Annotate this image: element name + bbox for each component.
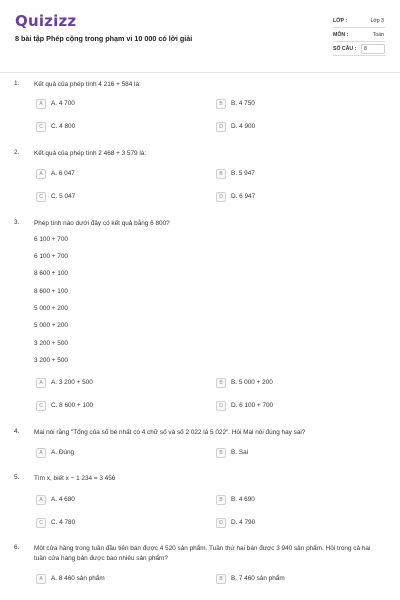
- option-letter: D: [216, 518, 226, 528]
- question-text: Kết quả của phép tính 2 468 + 3 579 là:: [34, 150, 147, 157]
- option-text: A. 3 200 + 500: [51, 379, 93, 386]
- choice-line: 3 200 + 500: [34, 340, 68, 347]
- option-a[interactable]: [36, 447, 74, 458]
- option-text: B. 5 000 + 200: [231, 379, 273, 386]
- option-text: B. 7 460 sản phẩm: [231, 575, 285, 582]
- option-c[interactable]: [36, 121, 75, 132]
- meta-count-row: [333, 42, 385, 56]
- worksheet-title: 8 bài tập Phép cộng trong phạm vi 10 000 có lời giải: [15, 34, 193, 43]
- choice-line: 8 600 + 100: [34, 270, 68, 277]
- question-number: 6.: [14, 544, 20, 551]
- option-text: B. 4 750: [231, 100, 255, 107]
- option-c[interactable]: [36, 191, 75, 202]
- option-text: B. 5 947: [231, 170, 255, 177]
- choice-line: 6 100 + 700: [34, 253, 68, 260]
- option-letter: D: [216, 192, 226, 202]
- option-d[interactable]: [216, 517, 255, 528]
- option-b[interactable]: [216, 447, 248, 458]
- option-b[interactable]: [216, 168, 255, 179]
- option-a[interactable]: [36, 494, 75, 505]
- option-letter: A: [36, 99, 46, 109]
- option-letter: B: [216, 495, 226, 505]
- option-letter: A: [36, 378, 46, 388]
- question-text: Kết quả của phép tính 4 216 + 584 là:: [34, 81, 141, 88]
- option-b[interactable]: [216, 573, 285, 584]
- question-number: 3.: [14, 219, 20, 226]
- option-text: D. 4 790: [231, 519, 256, 526]
- choice-line: 8 600 + 100: [34, 288, 68, 295]
- option-b[interactable]: [216, 98, 255, 109]
- option-a[interactable]: [36, 377, 93, 388]
- meta-grade-row: [333, 14, 385, 28]
- question-text: Mai nói rằng "Tổng của số bé nhất có 4 chữ số và số 2 022 là 5 022". Hỏi Mai nói đúng hay sai?: [34, 429, 306, 436]
- option-c[interactable]: [36, 400, 93, 411]
- option-letter: C: [36, 122, 46, 132]
- choice-line: 6 100 + 700: [34, 236, 68, 243]
- option-text: B. 4 690: [231, 496, 255, 503]
- option-text: A. 6 047: [51, 170, 75, 177]
- question-text: Một cửa hàng trong tuần đầu tiên bán được 4 520 sản phẩm. Tuần thứ hai bán được 3 940 sản phẩm. Hỏi trong cả hai tuần cửa hàng bán được bao nhiêu sản phẩm?: [34, 545, 371, 562]
- option-letter: C: [36, 518, 46, 528]
- option-text: C. 8 600 + 100: [51, 402, 94, 409]
- option-text: D. 4 900: [231, 123, 256, 130]
- question-text: Tìm x, biết x − 1 234 = 3 456: [34, 475, 116, 482]
- option-d[interactable]: [216, 191, 255, 202]
- option-letter: A: [36, 169, 46, 179]
- meta-subject-label: MÔN :: [333, 31, 349, 38]
- option-text: B. Sai: [231, 449, 249, 456]
- option-letter: A: [36, 574, 46, 584]
- choice-line: 5 000 + 200: [34, 305, 68, 312]
- quizizz-logo: Quizizz: [15, 12, 77, 30]
- choice-line: 3 200 + 500: [34, 357, 68, 364]
- option-text: C. 5 047: [51, 193, 76, 200]
- option-a[interactable]: [36, 573, 105, 584]
- option-text: A. 4 700: [51, 100, 75, 107]
- option-letter: C: [36, 192, 46, 202]
- option-c[interactable]: [36, 517, 75, 528]
- option-a[interactable]: [36, 98, 75, 109]
- question-number: 5.: [14, 474, 20, 481]
- option-letter: C: [36, 401, 46, 411]
- option-letter: B: [216, 169, 226, 179]
- option-d[interactable]: [216, 121, 255, 132]
- option-b[interactable]: [216, 377, 273, 388]
- option-text: A. 4 680: [51, 496, 75, 503]
- worksheet-meta: [333, 14, 385, 56]
- meta-grade-value: Lớp 3: [370, 17, 384, 24]
- question-number: 1.: [14, 80, 20, 87]
- option-letter: A: [36, 448, 46, 458]
- meta-count-value: 8: [361, 44, 385, 54]
- option-text: C. 4 800: [51, 123, 76, 130]
- question-text: Phép tính nào dưới đây có kết quả bằng 6 800?: [34, 220, 170, 227]
- worksheet-header: [15, 10, 385, 60]
- option-letter: B: [216, 448, 226, 458]
- option-text: D. 6 100 + 700: [231, 402, 274, 409]
- option-d[interactable]: [216, 400, 273, 411]
- choice-line: 5 000 + 200: [34, 322, 68, 329]
- option-letter: D: [216, 401, 226, 411]
- meta-subject-value: Toán: [372, 31, 384, 38]
- option-text: A. 8 460 sản phẩm: [51, 575, 105, 582]
- option-letter: D: [216, 122, 226, 132]
- header-divider: [0, 72, 400, 73]
- option-b[interactable]: [216, 494, 255, 505]
- question-number: 4.: [14, 428, 20, 435]
- option-letter: B: [216, 99, 226, 109]
- option-letter: B: [216, 574, 226, 584]
- option-letter: A: [36, 495, 46, 505]
- meta-subject-row: [333, 28, 385, 42]
- question-number: 2.: [14, 149, 20, 156]
- option-text: C. 4 780: [51, 519, 76, 526]
- option-letter: B: [216, 378, 226, 388]
- meta-grade-label: LỚP :: [333, 17, 348, 24]
- option-a[interactable]: [36, 168, 75, 179]
- meta-count-label: SỐ CÂU :: [333, 45, 357, 52]
- option-text: D. 6 947: [231, 193, 256, 200]
- option-text: A. Đúng: [51, 449, 75, 456]
